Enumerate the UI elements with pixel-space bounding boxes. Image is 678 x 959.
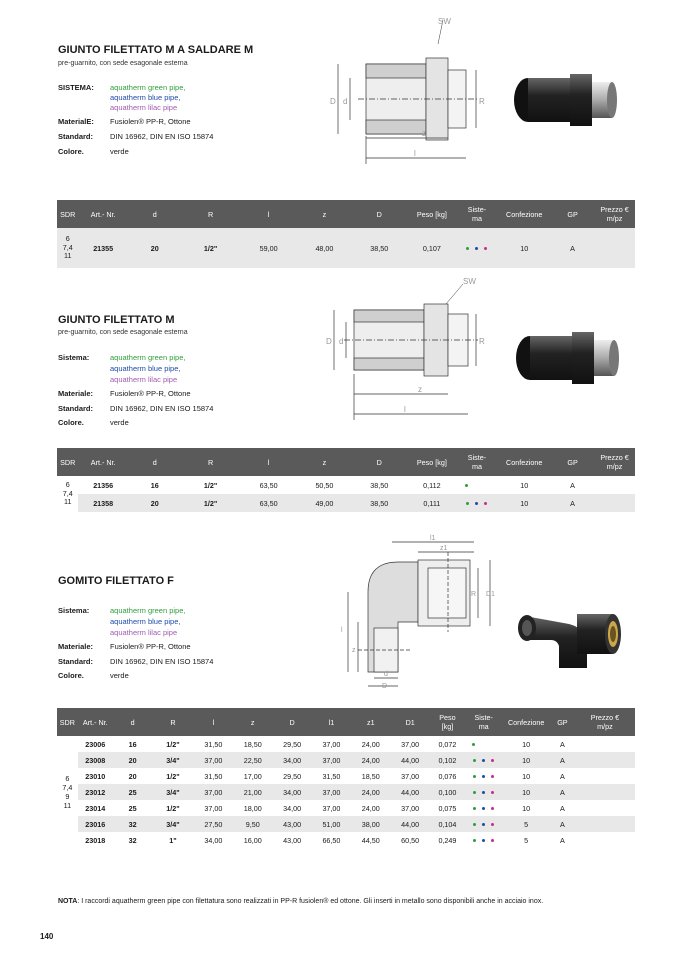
dim-d1: D1	[486, 591, 495, 598]
z-cell: 48,00	[298, 228, 352, 268]
green-dot	[465, 484, 468, 487]
col-l1: l1	[312, 708, 351, 736]
col-confezione: Confezione	[502, 708, 550, 736]
blue-dot	[482, 839, 485, 842]
D1-cell: 37,00	[401, 803, 420, 813]
pipe-green: aquatherm green pipe,	[110, 353, 186, 362]
col-r: R	[152, 708, 193, 736]
col-peso: Peso [kg]	[430, 708, 465, 736]
d-cell: 32	[113, 816, 152, 832]
gp-cell: A	[550, 784, 575, 800]
col-confezione: Confezione	[497, 200, 551, 228]
sdr-value: 7,4	[62, 488, 73, 498]
l-cell: 37,00	[204, 803, 223, 813]
l1-cell: 37,00	[322, 739, 341, 749]
confezione-cell: 10	[522, 803, 531, 813]
D1-cell: 37,00	[401, 739, 420, 749]
standard-value: DIN 16962, DIN EN ISO 15874	[110, 132, 214, 141]
col-sistema: Siste- ma	[457, 448, 498, 476]
col-sdr: SDR	[57, 200, 78, 228]
d-cell: 16	[128, 739, 137, 749]
green-dot	[473, 759, 476, 762]
l-cell: 63,50	[259, 480, 278, 490]
l-cell: 27,50	[194, 816, 233, 832]
materiale-value: Fusiolen® PP-R, Ottone	[110, 642, 191, 651]
col-gp: GP	[550, 708, 575, 736]
peso-cell: 0,249	[438, 835, 457, 845]
standard-value: DIN 16962, DIN EN ISO 15874	[110, 657, 214, 666]
gp-cell: A	[550, 816, 575, 832]
z-cell: 50,50	[315, 480, 334, 490]
gp-cell: A	[550, 752, 575, 768]
prezzo-cell	[594, 228, 635, 268]
table-row	[57, 768, 635, 784]
section3-table-body	[57, 736, 635, 848]
peso-cell: 0,075	[438, 803, 457, 813]
green-dot	[473, 823, 476, 826]
z-cell: 21,00	[233, 784, 272, 800]
confezione-cell: 5	[524, 835, 529, 845]
colore-value: verde	[110, 418, 129, 427]
art-cell: 23016	[78, 816, 113, 832]
section3-table	[57, 708, 635, 848]
prezzo-cell	[594, 476, 635, 494]
art-cell: 23006	[85, 739, 106, 749]
z1-cell: 24,00	[351, 752, 390, 768]
gp-cell: A	[560, 835, 565, 845]
lilac-dot	[484, 502, 487, 505]
col-z: z	[298, 200, 352, 228]
materiale-label: MaterialE:	[58, 117, 94, 126]
confezione-cell: 5	[502, 816, 550, 832]
lilac-dot	[491, 823, 494, 826]
green-dot	[472, 743, 475, 746]
section3-product-image	[515, 594, 625, 674]
z1-cell: 24,00	[361, 739, 380, 749]
blue-dot	[482, 791, 485, 794]
table-row	[57, 476, 635, 494]
sistema-label: Sistema:	[58, 606, 90, 615]
col-D1: D1	[390, 708, 429, 736]
section3-title: GOMITO FILETTATO F	[58, 575, 174, 587]
peso-cell: 0,072	[438, 739, 457, 749]
table-row	[57, 228, 635, 268]
blue-dot	[482, 823, 485, 826]
l-cell: 31,50	[204, 771, 223, 781]
D-cell: 29,50	[283, 771, 302, 781]
l-cell: 63,50	[240, 494, 298, 512]
r-cell: 1"	[169, 835, 177, 845]
l1-cell: 66,50	[322, 835, 341, 845]
green-dot	[466, 247, 469, 250]
dim-D: D	[382, 683, 388, 690]
dim-z: z	[352, 647, 356, 654]
section1-technical-drawing	[318, 14, 498, 172]
section2-subtitle: pre-guarnito, con sede esagonale esterna	[58, 329, 188, 336]
D1-cell: 44,00	[390, 752, 429, 768]
peso-cell: 0,112	[423, 480, 441, 490]
confezione-cell: 10	[502, 784, 550, 800]
pipe-blue: aquatherm blue pipe,	[110, 93, 181, 102]
sdr-value: 6	[65, 234, 70, 244]
col-gp: GP	[551, 200, 594, 228]
section2-technical-drawing	[318, 270, 498, 430]
gp-cell: A	[570, 480, 575, 490]
col-D: D	[351, 200, 407, 228]
z-cell: 49,00	[298, 494, 352, 512]
table-row	[57, 832, 635, 848]
dim-d: d	[384, 671, 388, 678]
sistema-cell	[465, 736, 502, 752]
col-z1: z1	[351, 708, 390, 736]
z1-cell: 44,50	[361, 835, 380, 845]
col-d: d	[128, 448, 182, 476]
peso-cell: 0,111	[407, 494, 456, 512]
peso-cell: 0,107	[407, 228, 456, 268]
l-cell: 37,00	[194, 784, 233, 800]
pipe-blue: aquatherm blue pipe,	[110, 617, 181, 626]
sistema-cell	[465, 752, 502, 768]
table-row	[57, 800, 635, 816]
r-cell: 1/2"	[182, 494, 240, 512]
col-d: d	[113, 708, 152, 736]
dim-l: l	[414, 149, 416, 158]
standard-label: Standard:	[58, 657, 94, 666]
col-peso: Peso [kg]	[407, 200, 456, 228]
dim-sw: SW	[463, 277, 476, 286]
section1-subtitle: pre-guarnito, con sede esagonale esterna	[58, 60, 188, 67]
d-cell: 20	[113, 752, 152, 768]
col-prezzo: Prezzo € m/pz	[594, 448, 635, 476]
art-cell: 23018	[85, 835, 106, 845]
dim-d-lower: d	[339, 337, 344, 346]
D-cell: 34,00	[272, 784, 311, 800]
art-cell: 23012	[78, 784, 113, 800]
peso-cell: 0,104	[430, 816, 465, 832]
green-dot	[473, 839, 476, 842]
art-cell: 21356	[93, 480, 114, 490]
col-D: D	[351, 448, 407, 476]
dim-sw: SW	[438, 17, 451, 26]
D1-cell: 60,50	[401, 835, 420, 845]
blue-dot	[482, 759, 485, 762]
section2-title: GIUNTO FILETTATO M	[58, 314, 175, 326]
dim-z1: z1	[440, 545, 448, 552]
lilac-dot	[491, 807, 494, 810]
note	[58, 898, 658, 905]
green-dot	[466, 502, 469, 505]
col-z: z	[298, 448, 352, 476]
dim-d-upper: D	[326, 337, 332, 346]
peso-cell: 0,076	[438, 771, 457, 781]
z-cell: 18,50	[243, 739, 262, 749]
pipe-lilac: aquatherm lilac pipe	[110, 628, 178, 637]
prezzo-cell	[594, 494, 635, 512]
z1-cell: 38,00	[351, 816, 390, 832]
section2-table	[57, 448, 635, 512]
sistema-cell	[465, 816, 502, 832]
colore-value: verde	[110, 671, 129, 680]
r-cell: 1/2"	[166, 739, 180, 749]
z-cell: 9,50	[233, 816, 272, 832]
col-prezzo: Prezzo € m/pz	[594, 200, 635, 228]
pipe-lilac: aquatherm lilac pipe	[110, 375, 178, 384]
D-cell: 29,50	[283, 739, 302, 749]
l1-cell: 37,00	[322, 803, 341, 813]
sdr-value: 7,4	[62, 242, 73, 252]
sistema-cell	[465, 784, 502, 800]
prezzo-cell	[575, 816, 635, 832]
section2-product-image	[512, 318, 624, 400]
colore-label: Colore.	[58, 671, 84, 680]
lilac-dot	[491, 839, 494, 842]
col-sdr: SDR	[57, 708, 78, 736]
d-cell: 20	[128, 228, 182, 268]
D-cell: 38,50	[370, 480, 389, 490]
D-cell: 34,00	[283, 803, 302, 813]
D-cell: 43,00	[272, 816, 311, 832]
note-label: NOTA	[58, 898, 78, 905]
gp-cell: A	[551, 494, 594, 512]
sistema-cell	[457, 476, 498, 494]
pipe-lilac: aquatherm lilac pipe	[110, 103, 178, 112]
sdr-cell	[57, 228, 78, 268]
materiale-value: Fusiolen® PP-R, Ottone	[110, 117, 191, 126]
materiale-label: Materiale:	[58, 642, 94, 651]
standard-value: DIN 16962, DIN EN ISO 15874	[110, 404, 214, 413]
materiale-value: Fusiolen® PP-R, Ottone	[110, 389, 191, 398]
section3-technical-drawing	[338, 532, 498, 690]
section3-specs	[58, 605, 258, 685]
l-cell: 59,00	[240, 228, 298, 268]
page-number: 140	[40, 932, 54, 941]
table-row	[57, 784, 635, 800]
sdr-cell	[57, 736, 78, 848]
dim-z: z	[418, 385, 422, 394]
sistema-cell	[457, 228, 498, 268]
l1-cell: 37,00	[312, 784, 351, 800]
table-header	[57, 708, 635, 736]
D1-cell: 44,00	[390, 784, 429, 800]
D1-cell: 44,00	[390, 816, 429, 832]
col-sistema: Siste- ma	[457, 200, 498, 228]
col-d: d	[128, 200, 182, 228]
sistema-cell	[457, 494, 498, 512]
table-header	[57, 200, 635, 228]
col-confezione: Confezione	[497, 448, 551, 476]
dim-z: z	[422, 129, 426, 138]
confezione-cell: 10	[522, 739, 531, 749]
l-cell: 31,50	[204, 739, 223, 749]
colore-label: Colore.	[58, 147, 84, 156]
colore-value: verde	[110, 147, 129, 156]
d-cell: 32	[128, 835, 137, 845]
d-cell: 20	[128, 494, 182, 512]
section1-table	[57, 200, 635, 268]
section1-specs	[58, 82, 258, 162]
confezione-cell: 10	[522, 771, 531, 781]
col-r: R	[182, 200, 240, 228]
r-cell: 3/4"	[152, 752, 193, 768]
blue-dot	[475, 502, 478, 505]
col-l: l	[240, 200, 298, 228]
section2-specs	[58, 352, 258, 432]
lilac-dot	[491, 791, 494, 794]
blue-dot	[475, 247, 478, 250]
green-dot	[473, 791, 476, 794]
r-cell: 1/2"	[166, 803, 180, 813]
d-cell: 25	[113, 784, 152, 800]
lilac-dot	[491, 759, 494, 762]
dim-l: l	[404, 405, 406, 414]
art-cell: 23008	[78, 752, 113, 768]
section1-product-image	[510, 62, 620, 144]
gp-cell: A	[560, 771, 565, 781]
confezione-cell: 10	[497, 494, 551, 512]
confezione-cell: 10	[497, 228, 551, 268]
d-cell: 20	[128, 771, 137, 781]
col-peso: Peso [kg]	[407, 448, 456, 476]
gp-cell: A	[560, 803, 565, 813]
blue-dot	[482, 775, 485, 778]
D-cell: 34,00	[272, 752, 311, 768]
art-cell: 21358	[78, 494, 127, 512]
art-cell: 23014	[85, 803, 106, 813]
prezzo-cell	[575, 800, 635, 816]
sdr-value: 11	[64, 497, 72, 507]
z-cell: 18,00	[243, 803, 262, 813]
table-row	[57, 736, 635, 752]
r-cell: 3/4"	[152, 816, 193, 832]
dim-l: l	[341, 627, 343, 634]
d-cell: 16	[150, 480, 159, 490]
col-art: Art.- Nr.	[78, 708, 113, 736]
D-cell: 43,00	[283, 835, 302, 845]
table-row	[57, 752, 635, 768]
D-cell: 38,50	[351, 228, 407, 268]
peso-cell: 0,102	[430, 752, 465, 768]
prezzo-cell	[575, 832, 635, 848]
d-cell: 25	[128, 803, 137, 813]
z1-cell: 24,00	[351, 784, 390, 800]
z1-cell: 18,50	[361, 771, 380, 781]
l-cell: 37,00	[194, 752, 233, 768]
dim-d-upper: D	[330, 97, 336, 106]
art-cell: 23010	[85, 771, 106, 781]
sistema-cell	[465, 768, 502, 784]
green-dot	[473, 807, 476, 810]
art-cell: 21355	[78, 228, 127, 268]
dim-r: R	[479, 97, 485, 106]
table-row	[57, 816, 635, 832]
gp-cell: A	[560, 739, 565, 749]
l1-cell: 31,50	[322, 771, 341, 781]
note-text: : I raccordi aquatherm green pipe con filettatura sono realizzati in PP-R fusiolen® ed ottone. Gli inserti in metallo sono disponibili anche in acciaio inox.	[77, 898, 544, 905]
col-sistema: Siste- ma	[465, 708, 502, 736]
D1-cell: 37,00	[401, 771, 420, 781]
dim-d-lower: d	[343, 97, 348, 106]
z1-cell: 24,00	[361, 803, 380, 813]
prezzo-cell	[575, 768, 635, 784]
sistema-cell	[465, 832, 502, 848]
sdr-value: 11	[63, 801, 72, 810]
col-r: R	[182, 448, 240, 476]
standard-label: Standard:	[58, 132, 94, 141]
prezzo-cell	[575, 736, 635, 752]
pipe-green: aquatherm green pipe,	[110, 606, 186, 615]
sdr-value: 7,4	[62, 783, 73, 792]
table-header	[57, 448, 635, 476]
col-art: Art.- Nr.	[78, 448, 127, 476]
prezzo-cell	[575, 784, 635, 800]
col-sdr: SDR	[57, 448, 78, 476]
peso-cell: 0,100	[430, 784, 465, 800]
sistema-cell	[465, 800, 502, 816]
sdr-value: 6	[65, 774, 70, 783]
prezzo-cell	[575, 752, 635, 768]
sistema-label: Sistema:	[58, 353, 90, 362]
col-gp: GP	[551, 448, 594, 476]
col-l: l	[240, 448, 298, 476]
col-D: D	[272, 708, 311, 736]
colore-label: Colore.	[58, 418, 84, 427]
l-cell: 34,00	[204, 835, 223, 845]
lilac-dot	[484, 247, 487, 250]
pipe-green: aquatherm green pipe,	[110, 83, 186, 92]
D-cell: 38,50	[351, 494, 407, 512]
sdr-value: 6	[65, 480, 70, 490]
z-cell: 16,00	[243, 835, 262, 845]
table-row	[57, 494, 635, 512]
r-cell: 1/2"	[203, 480, 218, 490]
sistema-label: SISTEMA:	[58, 83, 94, 92]
sdr-cell	[57, 476, 78, 512]
l1-cell: 37,00	[312, 752, 351, 768]
gp-cell: A	[551, 228, 594, 268]
r-cell: 3/4"	[152, 784, 193, 800]
col-l: l	[194, 708, 233, 736]
r-cell: 1/2"	[182, 228, 240, 268]
col-art: Art.- Nr.	[78, 200, 127, 228]
dim-r: R	[479, 337, 485, 346]
lilac-dot	[491, 775, 494, 778]
col-z: z	[233, 708, 272, 736]
section1-title: GIUNTO FILETTATO M A SALDARE M	[58, 44, 254, 56]
dim-l1: l1	[430, 535, 436, 542]
col-prezzo: Prezzo € m/pz	[575, 708, 635, 736]
r-cell: 1/2"	[166, 771, 180, 781]
pipe-blue: aquatherm blue pipe,	[110, 364, 181, 373]
green-dot	[473, 775, 476, 778]
blue-dot	[482, 807, 485, 810]
dim-r: R	[471, 591, 477, 598]
confezione-cell: 10	[502, 752, 550, 768]
sdr-value: 9	[65, 792, 70, 801]
l1-cell: 51,00	[312, 816, 351, 832]
materiale-label: Materiale:	[58, 389, 94, 398]
standard-label: Standard:	[58, 404, 94, 413]
z-cell: 22,50	[233, 752, 272, 768]
z-cell: 17,00	[243, 771, 262, 781]
confezione-cell: 10	[520, 480, 529, 490]
sdr-value: 11	[64, 251, 72, 261]
